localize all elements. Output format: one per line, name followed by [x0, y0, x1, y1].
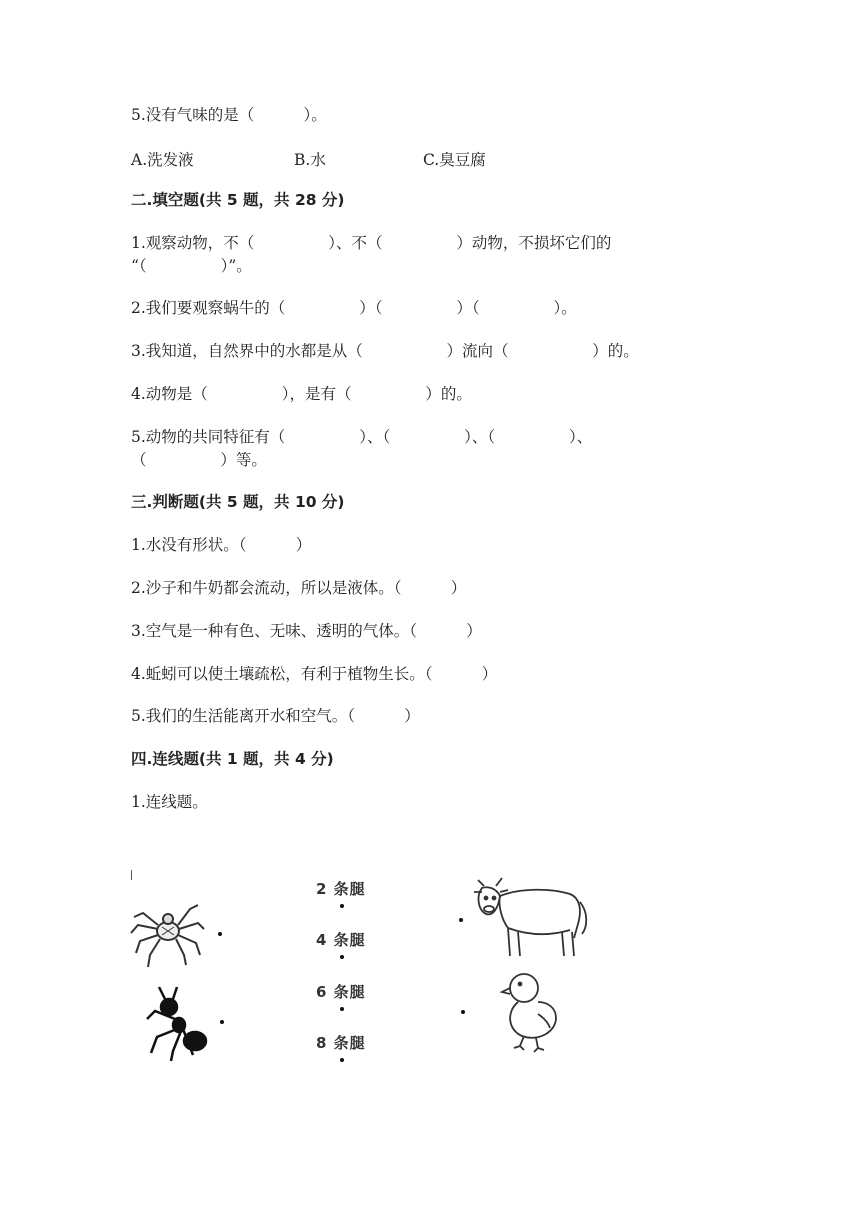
ant-dot[interactable] [220, 1020, 224, 1024]
fill-item-4: 4.动物是（ ），是有（ ）的。 [131, 385, 472, 403]
chick-icon [498, 966, 564, 1054]
figure-mark [131, 870, 132, 880]
leg-label-4: 4 条腿 [316, 931, 366, 949]
leg-2-dot[interactable] [340, 904, 344, 908]
judge-item-5: 5.我们的生活能离开水和空气。（ ） [131, 707, 420, 725]
option-c: C.臭豆腐 [423, 151, 486, 169]
fill-item-1-line2: “（ ）”。 [131, 257, 252, 275]
leg-label-6: 6 条腿 [316, 983, 366, 1001]
option-b: B.水 [294, 151, 326, 169]
chick-dot[interactable] [461, 1010, 465, 1014]
section-2-heading: 二.填空题(共 5 题，共 28 分) [131, 191, 345, 209]
judge-item-3: 3.空气是一种有色、无味、透明的气体。（ ） [131, 622, 482, 640]
section-4-heading: 四.连线题(共 1 题，共 4 分) [131, 750, 334, 768]
judge-item-4: 4.蚯蚓可以使土壤疏松，有利于植物生长。（ ） [131, 665, 498, 683]
judge-item-2: 2.沙子和牛奶都会流动，所以是液体。（ ） [131, 579, 467, 597]
leg-8-dot[interactable] [340, 1058, 344, 1062]
leg-label-8: 8 条腿 [316, 1034, 366, 1052]
question-5-stem: 5.没有气味的是（ ）。 [131, 106, 327, 124]
spider-dot[interactable] [218, 932, 222, 936]
ant-icon [135, 985, 215, 1063]
leg-label-2: 2 条腿 [316, 880, 366, 898]
cow-icon [470, 876, 592, 964]
section-3-heading: 三.判断题(共 5 题，共 10 分) [131, 493, 345, 511]
judge-item-1: 1.水没有形状。（ ） [131, 536, 312, 554]
fill-item-1-line1: 1.观察动物，不（ ）、不（ ）动物，不损坏它们的 [131, 234, 612, 252]
fill-item-5-line2: （ ）等。 [131, 451, 267, 469]
cow-dot[interactable] [459, 918, 463, 922]
fill-item-5-line1: 5.动物的共同特征有（ ）、（ ）、（ ）、 [131, 428, 593, 446]
matching-item-1: 1.连线题。 [131, 793, 208, 811]
option-a: A.洗发液 [131, 151, 194, 169]
leg-6-dot[interactable] [340, 1007, 344, 1011]
leg-4-dot[interactable] [340, 955, 344, 959]
spider-icon [128, 895, 208, 973]
fill-item-3: 3.我知道，自然界中的水都是从（ ）流向（ ）的。 [131, 342, 639, 360]
fill-item-2: 2.我们要观察蜗牛的（ ）（ ）（ ）。 [131, 299, 577, 317]
